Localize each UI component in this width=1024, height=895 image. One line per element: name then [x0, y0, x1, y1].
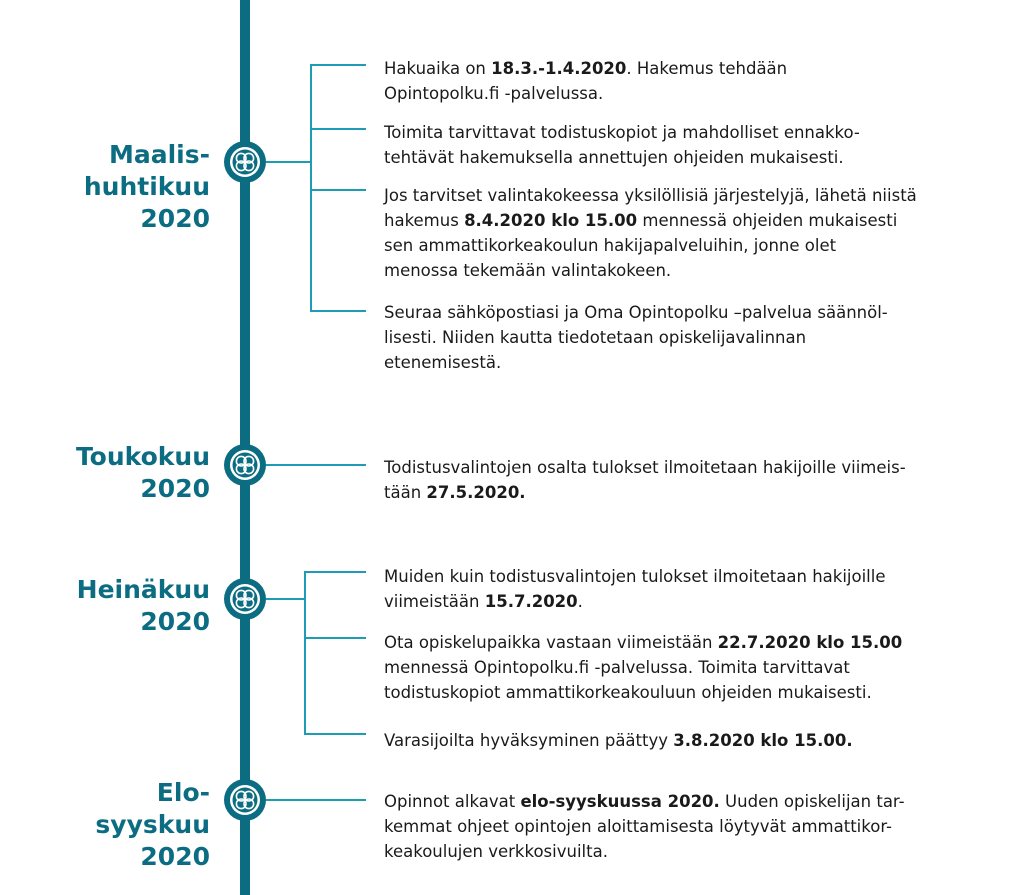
item-text: Toimita tarvittavat todistuskopiot ja mahdolliset ennakko-	[384, 123, 860, 142]
timeline-node	[224, 444, 266, 486]
connector	[304, 733, 366, 735]
item-line	[384, 145, 984, 170]
item-line	[384, 258, 984, 283]
connector	[266, 799, 366, 801]
item-line	[384, 325, 984, 350]
connector	[304, 571, 366, 573]
timeline-item	[384, 630, 984, 705]
item-line	[384, 680, 984, 705]
item-text: kemmat ohjeet opintojen aloittamisesta löytyvät ammattikor-	[384, 817, 893, 836]
item-text: Jos tarvitset valintakokeessa yksilöllisiä järjestelyjä, lähetä niistä	[384, 186, 917, 205]
item-line	[384, 300, 984, 325]
item-text: todistuskopiot ammattikorkeakouluun ohjeiden mukaisesti.	[384, 683, 872, 702]
month-line: Toukokuu	[75, 442, 210, 471]
item-line	[384, 564, 984, 589]
month-label-maalis-huhtikuu	[84, 139, 210, 235]
item-text: Uuden opiskelijan tar-	[719, 792, 905, 811]
item-text: Ota opiskelupaikka vastaan viimeistään	[384, 633, 718, 652]
month-line: Heinäkuu	[76, 575, 210, 604]
timeline-item	[384, 300, 984, 375]
item-text: tehtävät hakemuksella annettujen ohjeiden mukaisesti.	[384, 148, 844, 167]
month-line: 2020	[140, 204, 210, 233]
connector	[310, 128, 366, 130]
item-text: menossa tekemään valintakokeen.	[384, 261, 672, 280]
month-label-heinakuu	[77, 574, 210, 638]
item-line	[384, 728, 984, 753]
item-text: Opinnot alkavat	[384, 792, 521, 811]
connector-bracket	[304, 571, 306, 735]
month-line: Maalis-	[108, 140, 210, 169]
item-text: Seuraa sähköpostiasi ja Oma Opintopolku –palvelua säännöl-	[384, 303, 888, 322]
month-line: 2020	[140, 474, 210, 503]
highlighted-date: elo-syyskuussa 2020.	[520, 792, 720, 811]
month-line: syyskuu	[95, 810, 210, 839]
item-text: Todistusvalintojen osalta tulokset ilmoitetaan hakijoille viimeis-	[384, 458, 906, 477]
celtic-knot-icon	[228, 448, 262, 482]
item-line	[384, 81, 984, 106]
connector	[266, 161, 310, 163]
month-label-elo-syyskuu	[95, 777, 210, 873]
timeline-item	[384, 728, 984, 753]
month-line: 2020	[140, 607, 210, 636]
item-text: Opintopolku.fi -palvelussa.	[384, 84, 604, 103]
item-text: mennessä ohjeiden mukaisesti	[637, 211, 898, 230]
item-text: Varasijoilta hyväksyminen päättyy	[384, 731, 674, 750]
timeline-item	[384, 120, 984, 170]
item-text: Hakuaika on	[384, 59, 492, 78]
connector	[266, 598, 304, 600]
highlighted-date: 18.3.-1.4.2020	[491, 59, 627, 78]
item-text: sen ammattikorkeakoulun hakijapalveluihin, jonne olet	[384, 236, 837, 255]
timeline-item	[384, 183, 984, 283]
item-text: etenemisestä.	[384, 353, 502, 372]
item-text: . Hakemus tehdään	[626, 59, 788, 78]
item-line	[384, 183, 984, 208]
timeline-item	[384, 564, 984, 614]
month-line: huhtikuu	[83, 172, 210, 201]
timeline-node	[224, 578, 266, 620]
month-label-toukokuu	[76, 441, 210, 505]
timeline-node	[224, 141, 266, 183]
connector	[310, 189, 366, 191]
item-line	[384, 789, 984, 814]
item-text: .	[577, 592, 583, 611]
item-text: tään	[384, 483, 427, 502]
item-text: Muiden kuin todistusvalintojen tulokset ilmoitetaan hakijoille	[384, 567, 886, 586]
timeline-node	[224, 779, 266, 821]
celtic-knot-icon	[228, 582, 262, 616]
item-line	[384, 630, 984, 655]
item-line	[384, 120, 984, 145]
highlighted-date: 3.8.2020 klo 15.00.	[673, 731, 853, 750]
connector	[266, 464, 366, 466]
highlighted-date: 8.4.2020 klo 15.00	[464, 211, 638, 230]
item-line	[384, 208, 984, 233]
celtic-knot-icon	[228, 145, 262, 179]
highlighted-date: 22.7.2020 klo 15.00	[717, 633, 903, 652]
item-line	[384, 350, 984, 375]
item-text: hakemus	[384, 211, 465, 230]
item-text: viimeistään	[384, 592, 485, 611]
item-line	[384, 233, 984, 258]
connector	[310, 310, 366, 312]
item-line	[384, 655, 984, 680]
item-text: mennessä Opintopolku.fi -palvelussa. Toimita tarvittavat	[384, 658, 850, 677]
item-line	[384, 480, 984, 505]
month-line: 2020	[140, 842, 210, 871]
connector	[310, 64, 366, 66]
item-line	[384, 56, 984, 81]
item-line	[384, 814, 984, 839]
item-line	[384, 589, 984, 614]
timeline-item	[384, 56, 984, 106]
item-text: keakoulujen verkkosivuilta.	[384, 842, 608, 861]
timeline-item	[384, 789, 984, 864]
highlighted-date: 15.7.2020	[484, 592, 578, 611]
item-text: lisesti. Niiden kautta tiedotetaan opiskelijavalinnan	[384, 328, 807, 347]
timeline-item	[384, 455, 984, 505]
connector-bracket	[310, 64, 312, 311]
highlighted-date: 27.5.2020.	[426, 483, 526, 502]
connector	[304, 637, 366, 639]
item-line	[384, 839, 984, 864]
celtic-knot-icon	[228, 783, 262, 817]
month-line: Elo-	[156, 778, 210, 807]
item-line	[384, 455, 984, 480]
